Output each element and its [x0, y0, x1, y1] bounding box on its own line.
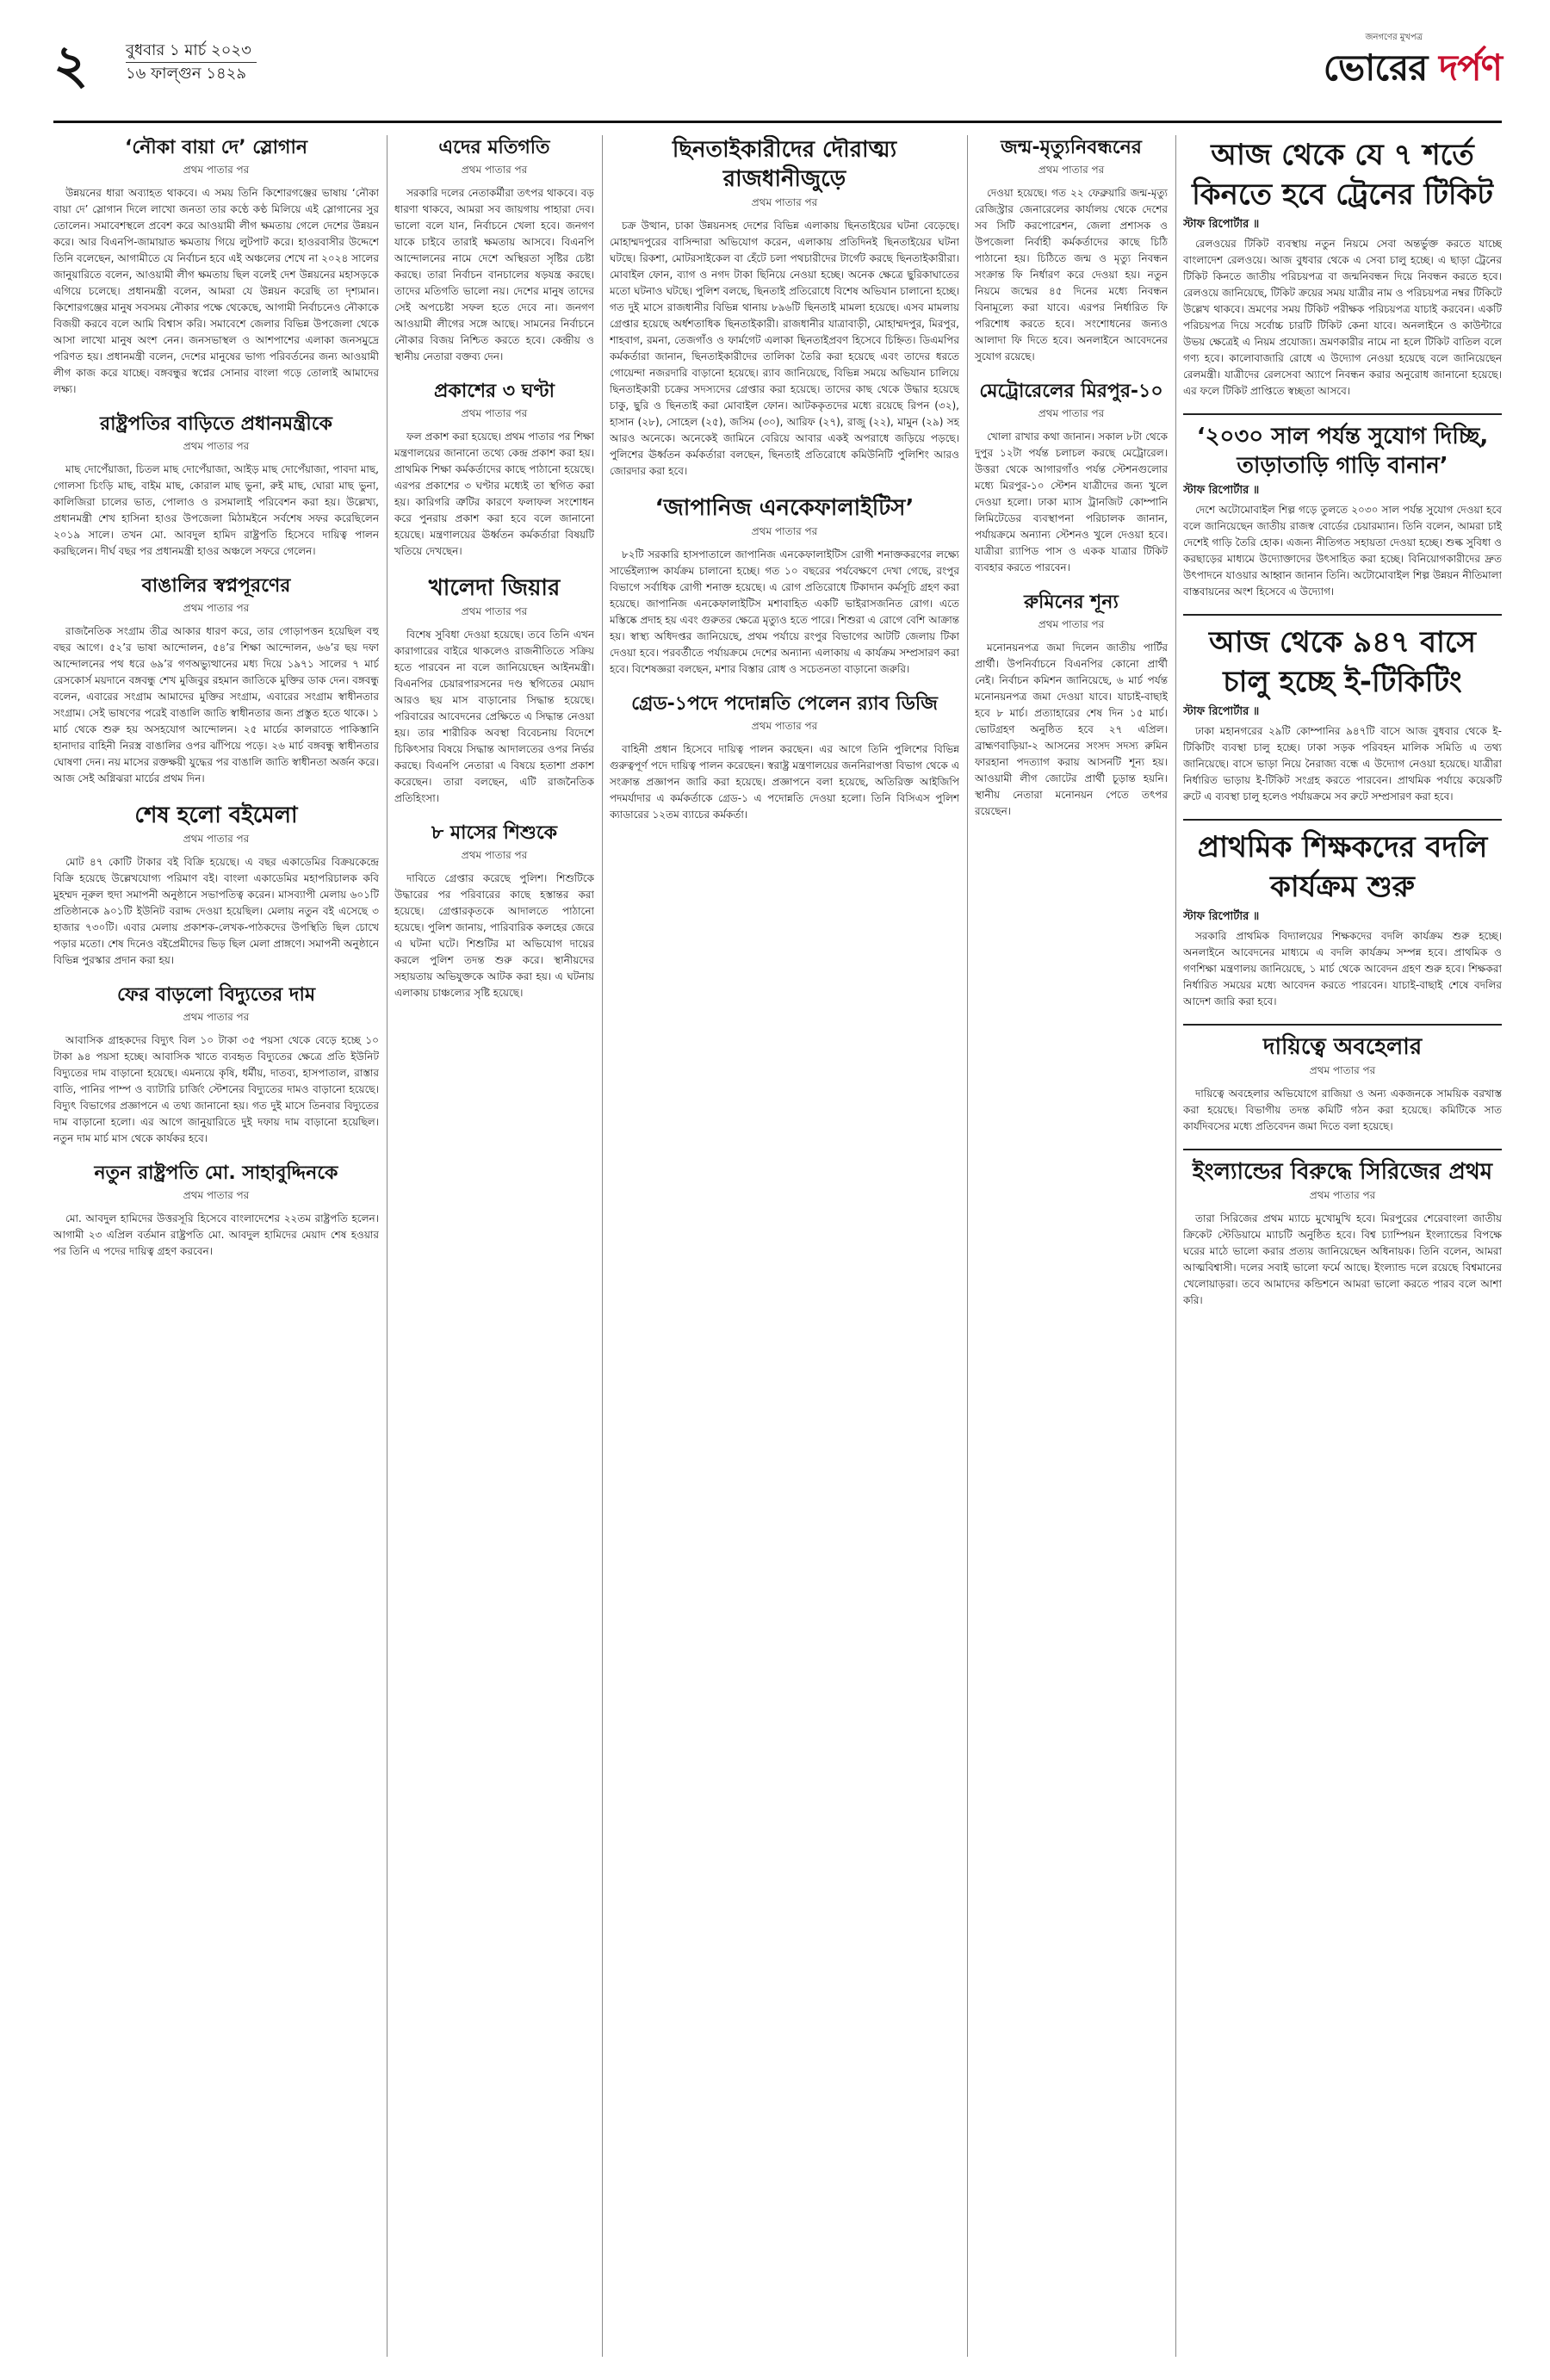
article-headline: আজ থেকে ৯৪৭ বাসে চালু হচ্ছে ই-টিকিটিং [1209, 625, 1476, 699]
column-divider [1175, 135, 1176, 2357]
article-body: আবাসিক গ্রাহকদের বিদ্যুৎ বিল ১০ টাকা ৩৫ পয়সা থেকে বেড়ে হচ্ছে ১০ টাকা ৯৪ পয়সা হচ্ছে। আবাসিক খাতে ব্যবহৃত বিদ্যুতের ক্ষেত্রে প্রতি ইউনিট বিদ্যুতের দাম বাড়ানো হয়েছে। এমন্যয়ে কৃষি, ধর্মীয়, দাতব্য, হাসপাতাল, রাস্তার বাতি, পানির পাম্প ও ব্যাটারি চার্জিং স্টেশনের বিদ্যুতের দামও বাড়ানো হয়েছে। বিদ্যুৎ বিভাগের প্রজ্ঞাপনে এ তথ্য জানানো হয়। গত দুই মাসে তিনবার বিদ্যুতের দাম বাড়ানো হলো। এর আগে জানুয়ারিতে দুই দফায় দাম বাড়ানো হয়েছিল। নতুন দাম মার্চ মাস থেকে কার্যকর হবে। [53, 1034, 379, 1144]
article-body: বাহিনী প্রধান হিসেবে দায়িত্ব পালন করছেন। এর আগে তিনি পুলিশের বিভিন্ন গুরুত্বপূর্ণ পদে দায়িত্ব পালন করেছেন। স্বরাষ্ট্র মন্ত্রণালয়ের জননিরাপত্তা বিভাগ থেকে এ সংক্রান্ত প্রজ্ঞাপন জারি করা হয়েছে। প্রজ্ঞাপনে বলা হয়েছে, অতিরিক্ত আইজিপি পদমর্যাদার এ কর্মকর্তাকে গ্রেড-১ এ পদোন্নতি দেওয়া হলো। তিনি বিসিএস পুলিশ ক্যাডারের ১২তম ব্যাচের কর্মকর্তা। [610, 743, 959, 821]
article-headline: নতুন রাষ্ট্রপতি মো. সাহাবুদ্দিনকে [94, 1162, 338, 1184]
article-body: বিশেষ সুবিধা দেওয়া হয়েছে। তবে তিনি এখন কারাগারের বাইরে থাকলেও রাজনীতিতে সক্রিয় হতে পারবেন না বলে জানিয়েছেন আইনমন্ত্রী। বিএনপির চেয়ারপারসনের দণ্ড স্থগিতের মেয়াদ আরও ছয় মাস বাড়ানোর সিদ্ধান্ত হয়েছে। পরিবারের আবেদনের প্রেক্ষিতে এ সিদ্ধান্ত নেওয়া হয়। তার শারীরিক অবস্থা বিবেচনায় বিদেশে চিকিৎসার বিষয়ে সিদ্ধান্ত আদালতের ওপর নির্ভর করছে। বিএনপি নেতারা এ বিষয়ে হতাশা প্রকাশ করেছেন। তারা বলছেন, এটি রাজনৈতিক প্রতিহিংসা। [394, 629, 594, 804]
article-body: ৮২টি সরকারি হাসপাতালে জাপানিজ এনকেফালাইটিস রোগী শনাক্তকরণের লক্ষ্যে সার্ভেইল্যান্স কার্যক্রম চালানো হচ্ছে। গত ১০ বছরের পর্যবেক্ষণে দেখা গেছে, রংপুর বিভাগে সর্বাধিক রোগী শনাক্ত হয়েছে। এ রোগ প্রতিরোধে টিকাদান কর্মসূচি গ্রহণ করা হয়েছে। জাপানিজ এনকেফালাইটিস মশাবাহিত একটি ভাইরাসজনিত রোগ। এতে মস্তিষ্কে প্রদাহ হয় এবং গুরুতর ক্ষেত্রে মৃত্যুও হতে পারে। শিশুরা এ রোগে বেশি আক্রান্ত হয়। স্বাস্থ্য অধিদপ্তর জানিয়েছে, প্রথম পর্যায়ে রংপুর বিভাগের আটটি জেলায় টিকা দেওয়া হবে। পরবর্তীতে পর্যায়ক্রমে দেশের অন্যান্য এলাকায় এ কার্যক্রম সম্প্রসারণ করা হবে। বিশেষজ্ঞরা বলছেন, মশার বিস্তার রোধ ও সচেতনতা বাড়ানো জরুরি। [610, 549, 959, 675]
article-body: দেওয়া হয়েছে। গত ২২ ফেব্রুয়ারি জন্ম-মৃত্যু রেজিস্ট্রার জেনারেলের কার্যালয় থেকে দেশের সব সিটি করপোরেশন, জেলা প্রশাসক ও উপজেলা নির্বাহী কর্মকর্তাদের কাছে চিঠি পাঠানো হয়। চিঠিতে জন্ম ও মৃত্যু নিবন্ধন সংক্রান্ত ফি নির্ধারণ করে দেওয়া হয়। নতুন নিয়মে জন্মের ৪৫ দিনের মধ্যে নিবন্ধন বিনামূল্যে করা যাবে। এরপর নির্ধারিত ফি পরিশোধ করতে হবে। সংশোধনের জন্যও আলাদা ফি দিতে হবে। অনলাইনে আবেদনের সুযোগ রয়েছে। [975, 187, 1168, 363]
article-body: চক্র উত্থান, চাকা উন্নয়নসহ দেশের বিভিন্ন এলাকায় ছিনতাইয়ের ঘটনা বেড়েছে। মোহাম্মদপুরের বাসিন্দারা অভিযোগ করেন, এলাকায় প্রতিদিনই ছিনতাইয়ের ঘটনা ঘটছে। রিকশা, মোটরসাইকেল বা হেঁটে চলা পথচারীদের টার্গেট করছে ছিনতাইকারীরা। মোবাইল ফোন, ব্যাগ ও নগদ টাকা ছিনিয়ে নেওয়া হচ্ছে। অনেক ক্ষেত্রে ছুরিকাঘাতের মতো ঘটনাও ঘটছে। পুলিশ বলছে, ছিনতাই প্রতিরোধে বিশেষ অভিযান চালানো হচ্ছে। গত দুই মাসে রাজধানীর বিভিন্ন থানায় ৮৯৬টি ছিনতাই মামলা হয়েছে। এসব মামলায় গ্রেপ্তার হয়েছে অর্ধশতাধিক ছিনতাইকারী। রাজধানীর যাত্রাবাড়ী, মোহাম্মদপুর, মিরপুর, শাহবাগ, রমনা, তেজগাঁও ও ফার্মগেট এলাকা ছিনতাইপ্রবণ হিসেবে চিহ্নিত। ডিএমপির কর্মকর্তারা জানান, ছিনতাইকারীদের তালিকা তৈরি করা হয়েছে এবং তাদের ধরতে গোয়েন্দা নজরদারি বাড়ানো হয়েছে। র‌্যাব জানিয়েছে, বিভিন্ন সময়ে অভিযান চালিয়ে ছিনতাইকারী চক্রের সদস্যদের গ্রেপ্তার করা হয়েছে। তাদের কাছ থেকে উদ্ধার হয়েছে চাকু, ছুরি ও ছিনতাই করা মোবাইল ফোন। আটককৃতদের মধ্যে রয়েছে রিপন (৩২), হাসান (২৮), সোহেল (২৫), জসিম (৩০), আরিফ (২৭), রাজু (২২), মামুন (২৯) সহ আরও অনেকে। অনেকেই জামিনে বেরিয়ে আবার একই অপরাধে জড়িয়ে পড়ছে। পুলিশের ঊর্ধ্বতন কর্মকর্তারা বলছেন, ছিনতাই প্রতিরোধে কমিউনিটি পুলিশিং আরও জোরদার করা হবে। [610, 220, 959, 477]
column-3 [610, 135, 959, 2357]
article-headline: ইংল্যান্ডের বিরুদ্ধে সিরিজের প্রথম [1192, 1159, 1493, 1185]
article [53, 135, 379, 398]
continued-from-label: প্রথম পাতার পর [183, 1189, 250, 1201]
column-divider [387, 135, 388, 2357]
article-byline: স্টাফ রিপোর্টার ॥ [1183, 484, 1260, 497]
article-headline: রাষ্ট্রপতির বাড়িতে প্রধানমন্ত্রীকে [100, 413, 332, 435]
article-columns [53, 135, 1502, 2357]
article-headline: ‘নৌকা বায়া দে’ স্লোগান [124, 137, 307, 158]
column-divider [967, 135, 968, 2357]
article [394, 135, 594, 365]
column-2 [394, 135, 594, 2357]
article-headline: বাঙালির স্বপ্নপূরণের [141, 575, 291, 597]
article [394, 821, 594, 1001]
logo-tagline: জনগণের মুখপত্র [1365, 33, 1423, 42]
article [394, 573, 594, 807]
continued-from-label: প্রথম পাতার পর [751, 196, 818, 208]
article [975, 135, 1168, 365]
article-body: মোট ৪৭ কোটি টাকার বই বিক্রি হয়েছে। এ বছর একাডেমির বিক্রয়কেন্দ্রে বিক্রি হয়েছে উল্লেখযোগ্য পরিমাণ বই। বাংলা একাডেমির মহাপরিচালক কবি মুহম্মদ নূরুল হুদা সমাপনী অনুষ্ঠানে সভাপতিত্ব করেন। মাসব্যাপী মেলায় ৬০১টি প্রতিষ্ঠানকে ৯০১টি ইউনিট বরাদ্দ দেওয়া হয়েছিল। মেলায় নতুন বই এসেছে ৩ হাজার ৭৩০টি। এবার মেলায় প্রকাশক-লেখক-পাঠকদের উপস্থিতি ছিল চোখে পড়ার মতো। শেষ দিনেও বইপ্রেমীদের ভিড় ছিল মেলা প্রাঙ্গণে। সমাপনী অনুষ্ঠানে বিভিন্ন পুরস্কার প্রদান করা হয়। [53, 856, 379, 966]
article [53, 982, 379, 1147]
article-headline: শেষ হলো বইমেলা [134, 803, 298, 828]
article-byline: স্টাফ রিপোর্টার ॥ [1183, 705, 1260, 718]
article-headline: মেট্রোরেলের মিরপুর-১০ [979, 381, 1163, 402]
continued-from-label: প্রথম পাতার পর [1038, 164, 1105, 176]
continued-from-label: প্রথম পাতার পর [461, 164, 528, 176]
continued-from-label: প্রথম পাতার পর [1309, 1064, 1376, 1076]
article-body: তারা সিরিজের প্রথম ম্যাচে মুখোমুখি হবে। মিরপুরের শেরেবাংলা জাতীয় ক্রিকেট স্টেডিয়ামে ম্যাচটি অনুষ্ঠিত হবে। বিশ্ব চ্যাম্পিয়ন ইংল্যান্ডের বিপক্ষে ঘরের মাঠে ভালো করার প্রত্যয় জানিয়েছেন অধিনায়ক। তিনি বলেন, আমরা আত্মবিশ্বাসী। দলের সবাই ভালো ফর্মে আছে। ইংল্যান্ড দলে রয়েছে বিশ্বমানের খেলোয়াড়রা। তবে আমাদের কন্ডিশনে আমরা ভালো করতে পারব বলে আশা করি। [1183, 1212, 1502, 1306]
article [1183, 135, 1502, 400]
article-headline: রুমিনের শূন্য [1024, 592, 1119, 613]
article-body: সরকারি প্রাথমিক বিদ্যালয়ের শিক্ষকদের বদলি কার্যক্রম শুরু হচ্ছে। অনলাইনে আবেদনের মাধ্যমে এ বদলি কার্যক্রম সম্পন্ন হবে। প্রাথমিক ও গণশিক্ষা মন্ত্রণালয় জানিয়েছে, ১ মার্চ থেকে আবেদন গ্রহণ শুরু হবে। শিক্ষকরা নির্ধারিত সময়ের মধ্যে আবেদন করতে পারবেন। যাচাই-বাছাই শেষে বদলির আদেশ জারি করা হবে। [1183, 930, 1502, 1007]
article-body: খোলা রাখার কথা জানান। সকাল ৮টা থেকে দুপুর ১২টা পর্যন্ত চলাচল করছে মেট্রোরেল। উত্তরা থেকে আগারগাঁও পর্যন্ত স্টেশনগুলোর মধ্যে মিরপুর-১০ স্টেশন যাত্রীদের জন্য খুলে দেওয়া হলো। ঢাকা ম্যাস ট্রানজিট কোম্পানি লিমিটেডের ব্যবস্থাপনা পরিচালক জানান, পর্যায়ক্রমে অন্যান্য স্টেশনও খুলে দেওয়া হবে। যাত্রীরা র‌্যাপিড পাস ও একক যাত্রার টিকিট ব্যবহার করতে পারবেন। [975, 431, 1168, 573]
article-headline: আজ থেকে যে ৭ শর্তে কিনতে হবে ট্রেনের টিকিট [1192, 138, 1493, 212]
article-body: দায়িত্বে অবহেলার অভিযোগে রাজিয়া ও অন্য একজনকে সাময়িক বরখাস্ত করা হয়েছে। বিভাগীয় তদন্ত কমিটি গঠন করা হয়েছে। কমিটিকে সাত কার্যদিবসের মধ্যে প্রতিবেদন জমা দিতে বলা হয়েছে। [1183, 1088, 1502, 1132]
article-body: মাছ দোপেঁয়াজা, চিতল মাছ দোপেঁয়াজা, আইড় মাছ দোপেঁয়াজা, পাবদা মাছ, গোলসা চিংড়ি মাছ, বাইম মাছ, কোরাল মাছ ভুনা, রুই মাছ, ঘোরা মাছ ভুনা, কালিজিরা চালের ভাত, পোলাও ও রসমালাই পরিবেশন করা হয়। উল্লেখ্য, প্রধানমন্ত্রী শেখ হাসিনা হাওর উপজেলা মিঠামইনে সর্বশেষ সফর করেছিলেন ২০১৯ সালে। তখন মো. আবদুল হামিদ রাষ্ট্রপতি হিসেবে দায়িত্ব পালন করছিলেন। দীর্ঘ বছর পর প্রধানমন্ত্রী হাওর অঞ্চলে সফরে গেলেন। [53, 463, 379, 557]
issue-date [126, 34, 257, 85]
article-headline: এদের মতিগতি [438, 137, 550, 158]
logo-name [1324, 46, 1502, 90]
newspaper-logo [1324, 31, 1502, 90]
date-line-bengali: ১৬ ফাল্গুন ১৪২৯ [126, 65, 247, 83]
article-body: মনোনয়নপত্র জমা দিলেন জাতীয় পার্টির প্রার্থী। উপনির্বাচনে বিএনপির কোনো প্রার্থী নেই। নির্বাচন কমিশন জানিয়েছে, ৬ মার্চ পর্যন্ত মনোনয়নপত্র জমা দেওয়া যাবে। যাচাই-বাছাই হবে ৮ মার্চ। প্রত্যাহারের শেষ দিন ১৫ মার্চ। ভোটগ্রহণ অনুষ্ঠিত হবে ২৭ এপ্রিল। ব্রাহ্মণবাড়িয়া-২ আসনের সংসদ সদস্য রুমিন ফারহানা পদত্যাগ করায় আসনটি শূন্য হয়। আওয়ামী লীগ জোটের প্রার্থী চূড়ান্ত হয়নি। স্থানীয় নেতারা মনোনয়ন পেতে তৎপর রয়েছেন। [975, 641, 1168, 817]
article-body: রেলওয়ের টিকিট ব্যবস্থায় নতুন নিয়মে সেবা অন্তর্ভুক্ত করতে যাচ্ছে বাংলাদেশ রেলওয়ে। আজ বুধবার থেকে এ সেবা চালু হচ্ছে। এ ছাড়া ট্রেনের টিকিট কিনতে জাতীয় পরিচয়পত্র বা জন্মনিবন্ধন দিয়ে নিবন্ধন করতে হবে। রেলওয়ে জানিয়েছে, টিকিট ক্রয়ের সময় যাত্রীর নাম ও পরিচয়পত্র নম্বর টিকিটে উল্লেখ থাকবে। ভ্রমণের সময় টিকিট পরীক্ষক পরিচয়পত্র যাচাই করবেন। একটি পরিচয়পত্র দিয়ে সর্বোচ্চ চারটি টিকিট কেনা যাবে। অনলাইনে ও কাউন্টারে উভয় ক্ষেত্রেই এ নিয়ম প্রযোজ্য। ভ্রমণকারীর নামে না হলে টিকিট বাতিল বলে গণ্য হবে। কালোবাজারি রোধে এ উদ্যোগ নেওয়া হয়েছে বলে জানিয়েছেন রেলমন্ত্রী। যাত্রীদের রেলসেবা অ্যাপে নিবন্ধন করার অনুরোধ জানানো হয়েছে। এর ফলে টিকিট প্রাপ্তিতে স্বচ্ছতা আসবে। [1183, 238, 1502, 397]
article-body: মো. আবদুল হামিদের উত্তরসূরি হিসেবে বাংলাদেশের ২২তম রাষ্ট্রপতি হলেন। আগামী ২৩ এপ্রিল বর্তমান রাষ্ট্রপতি মো. আবদুল হামিদের মেয়াদ শেষ হওয়ার পর তিনি এ পদের দায়িত্ব গ্রহণ করবেন। [53, 1212, 379, 1257]
continued-from-label: প্রথম পাতার পর [1309, 1189, 1376, 1201]
masthead [53, 34, 1502, 123]
article-body: ফল প্রকাশ করা হয়েছে। প্রথম পাতার পর শিক্ষা মন্ত্রণালয়ের জানানো তথ্যে কেন্দ্র প্রকাশ করা হয়। প্রাথমিক শিক্ষা কর্মকর্তাদের কাছে পাঠানো হয়েছে। এরপর প্রকাশের ৩ ঘণ্টার মধ্যেই তা স্থগিত করা হয়। কারিগরি ত্রুটির কারণে ফলাফল সংশোধন করে পুনরায় প্রকাশ করা হবে বলে জানানো হয়েছে। মন্ত্রণালয়ের ঊর্ধ্বতন কর্মকর্তারা বিষয়টি খতিয়ে দেখছেন। [394, 431, 594, 557]
continued-from-label: প্রথম পাতার পর [1038, 407, 1105, 419]
article [1183, 614, 1502, 805]
article [1183, 1149, 1502, 1309]
article-body: দাবিতে গ্রেপ্তার করেছে পুলিশ। শিশুটিকে উদ্ধারের পর পরিবারের কাছে হস্তান্তর করা হয়েছে। গ্রেপ্তারকৃতকে আদালতে পাঠানো হয়েছে। পুলিশ জানায়, পারিবারিক কলহের জেরে এ ঘটনা ঘটে। শিশুটির মা অভিযোগ দায়ের করলে পুলিশ তদন্ত শুরু করে। স্থানীয়দের সহায়তায় অভিযুক্তকে আটক করা হয়। এ ঘটনায় এলাকায় চাঞ্চল্যের সৃষ্টি হয়েছে। [394, 872, 594, 999]
article-headline: খালেদা জিয়ার [428, 575, 561, 601]
article [53, 412, 379, 560]
continued-from-label: প্রথম পাতার পর [183, 602, 250, 614]
article [610, 691, 959, 823]
continued-from-label: প্রথম পাতার পর [751, 525, 818, 537]
continued-from-label: প্রথম পাতার পর [461, 849, 528, 861]
continued-from-label: প্রথম পাতার পর [1038, 618, 1105, 630]
article-byline: স্টাফ রিপোর্টার ॥ [1183, 910, 1260, 923]
article [394, 379, 594, 560]
article-headline: ছিনতাইকারীদের দৌরাত্ম্য রাজধানীজুড়ে [672, 137, 897, 192]
date-line-weekday: বুধবার ১ মার্চ ২০২৩ [126, 40, 257, 63]
column-4 [975, 135, 1168, 2357]
continued-from-label: প্রথম পাতার পর [183, 1011, 250, 1023]
article [1183, 1024, 1502, 1135]
article-headline: দায়িত্বে অবহেলার [1262, 1034, 1423, 1060]
article-headline: ‘২০৩০ সাল পর্যন্ত সুযোগ দিচ্ছি, তাড়াতাড়ি গাড়ি বানান’ [1196, 424, 1489, 479]
article-body: রাজনৈতিক সংগ্রাম তীব্র আকার ধারণ করে, তার গোড়াপত্তন হয়েছিল বহু বছর আগে। ৫২’র ভাষা আন্দোলন, ৫৪’র শিক্ষা আন্দোলন, ৬৬’র ছয় দফা আন্দোলনের পথ ধরে ৬৯’র গণঅভ্যুত্থানের মধ্য দিয়ে ১৯৭১ সালের ৭ মার্চ রেসকোর্স ময়দানে বঙ্গবন্ধু শেখ মুজিবুর রহমান জাতিকে মুক্তির ডাক দেন। বঙ্গবন্ধু বলেন, এবারের সংগ্রাম আমাদের মুক্তির সংগ্রাম, এবারের সংগ্রাম স্বাধীনতার সংগ্রাম। সেই ভাষণের পরেই বাঙালি জাতি স্বাধীনতার জন্য প্রস্তুত হতে থাকে। ১ মার্চ থেকে শুরু হয় অসহযোগ আন্দোলন। ২৫ মার্চের কালরাতে পাকিস্তানি হানাদার বাহিনী নিরস্ত্র বাঙালির ওপর ঝাঁপিয়ে পড়ে। ২৬ মার্চ বঙ্গবন্ধু স্বাধীনতার ঘোষণা দেন। নয় মাসের রক্তক্ষয়ী যুদ্ধের পর বাঙালি জাতি স্বাধীনতা অর্জন করে। আজ সেই অগ্নিঝরা মার্চের প্রথম দিন। [53, 625, 379, 784]
article-body: দেশে অটোমোবাইল শিল্প গড়ে তুলতে ২০৩০ সাল পর্যন্ত সুযোগ দেওয়া হবে বলে জানিয়েছেন জাতীয় রাজস্ব বোর্ডের চেয়ারম্যান। তিনি বলেন, আমরা চাই দেশেই গাড়ি তৈরি হোক। এজন্য নীতিগত সহায়তা দেওয়া হচ্ছে। শুল্ক সুবিধা ও করছাড়ের মাধ্যমে উদ্যোক্তাদের উৎসাহিত করা হচ্ছে। বিনিয়োগকারীদের দ্রুত উৎপাদনে যাওয়ার আহ্বান জানান তিনি। অটোমোবাইল শিল্প উন্নয়ন নীতিমালা বাস্তবায়নের অংশ হিসেবে এ উদ্যোগ। [1183, 504, 1502, 598]
article [975, 590, 1168, 820]
continued-from-label: প্রথম পাতার পর [751, 720, 818, 732]
column-1 [53, 135, 379, 2357]
article-headline: ৮ মাসের শিশুকে [431, 822, 558, 844]
article-headline: গ্রেড-১পদে পদোন্নতি পেলেন র‌্যাব ডিজি [631, 693, 938, 715]
article [610, 493, 959, 678]
article [1183, 413, 1502, 600]
page-number: ২ [53, 33, 89, 96]
article [53, 573, 379, 787]
continued-from-label: প্রথম পাতার পর [461, 407, 528, 419]
article-body: উন্নয়নের ধারা অব্যাহত থাকবে। এ সময় তিনি কিশোরগঞ্জের ভাষায় ‘নৌকা বায়া দে’ স্লোগান দিলে লাখো জনতা তার কণ্ঠে কণ্ঠ মিলিয়ে এই স্লোগানের সুর তোলেন। সমাবেশস্থলে প্রবেশ করে আওয়ামী লীগ ক্ষমতায় গেলে দেশের উন্নয়ন করে। আর বিএনপি-জামায়াত ক্ষমতায় গিয়ে লুটপাট করে। হাওরবাসীর উদ্দেশে তিনি বলেছেন, আগামীতে যে নির্বাচন হবে এই অঞ্চলের শেখে না ২০২৪ সালের জানুয়ারিতে বলেন, আওয়ামী লীগ ক্ষমতায় ছিল বলেই দেশ উন্নয়নের মহাসড়কে এগিয়ে চলেছে। প্রধানমন্ত্রী বলেন, আমরা যে উন্নয়ন করেছি তা দৃশ্যমান। কিশোরগঞ্জের মানুষ সবসময় নৌকার পক্ষে থেকেছে, আগামী নির্বাচনেও নৌকাকে বিজয়ী করবে বলে আমি বিশ্বাস করি। সমাবেশে জেলার বিভিন্ন উপজেলা থেকে আসা লাখো মানুষ অংশ নেন। জনসভাস্থল ও আশপাশের এলাকা জনসমুদ্রে পরিণত হয়। প্রধানমন্ত্রী বলেন, দেশের মানুষের ভাগ্য পরিবর্তনের জন্য আওয়ামী লীগ কাজ করে যাচ্ছে। বঙ্গবন্ধুর স্বপ্নের সোনার বাংলা গড়ে তোলাই আমাদের লক্ষ্য। [53, 187, 379, 395]
article-headline: প্রাথমিক শিক্ষকদের বদলি কার্যক্রম শুরু [1197, 830, 1488, 904]
article [53, 1161, 379, 1260]
article-headline: প্রকাশের ৩ ঘণ্টা [434, 381, 555, 402]
continued-from-label: প্রথম পাতার পর [461, 605, 528, 617]
column-divider [602, 135, 603, 2357]
article-headline: জন্ম-মৃত্যুনিবন্ধনের [1001, 137, 1142, 158]
article-headline: ফের বাড়লো বিদ্যুতের দাম [116, 984, 316, 1006]
article [53, 801, 379, 969]
continued-from-label: প্রথম পাতার পর [183, 164, 250, 176]
article-byline: স্টাফ রিপোর্টার ॥ [1183, 218, 1260, 231]
column-5 [1183, 135, 1502, 2357]
article [975, 379, 1168, 576]
article-body: ঢাকা মহানগরের ২৯টি কোম্পানির ৯৪৭টি বাসে আজ বুধবার থেকে ই-টিকিটিং ব্যবস্থা চালু হচ্ছে। ঢাকা সড়ক পরিবহন মালিক সমিতি এ তথ্য জানিয়েছে। বাসে ভাড়া নিয়ে নৈরাজ্য বন্ধে এ উদ্যোগ নেওয়া হয়েছে। যাত্রীরা নির্ধারিত ভাড়ায় ই-টিকিট সংগ্রহ করতে পারবেন। প্রাথমিক পর্যায়ে কয়েকটি রুটে এ ব্যবস্থা চালু হলেও পর্যায়ক্রমে সব রুটে সম্প্রসারণ করা হবে। [1183, 725, 1502, 803]
article-headline: ‘জাপানিজ এনকেফালাইটিস’ [654, 495, 914, 521]
article-body: সরকারি দলের নেতাকর্মীরা তৎপর থাকবে। বড় ধারণা থাকবে, আমরা সব জায়গায় পাহারা দেব। ভালো বলে যান, নির্বাচনে খেলা হবে। জনগণ যাকে চাইবে তারাই ক্ষমতায় আসবে। বিএনপি আন্দোলনের নামে দেশে অস্থিরতা সৃষ্টির চেষ্টা করছে। তারা নির্বাচন বানচালের ষড়যন্ত্র করছে। তাদের মতিগতি ভালো নয়। দেশের মানুষ তাদের সেই অপচেষ্টা সফল হতে দেবে না। জনগণ আওয়ামী লীগের সঙ্গে আছে। সামনের নির্বাচনে নৌকার বিজয় নিশ্চিত করতে হবে। কেন্দ্রীয় ও স্থানীয় নেতারা বক্তব্য দেন। [394, 187, 594, 363]
logo-name-prefix: ভোরের [1323, 46, 1440, 89]
continued-from-label: প্রথম পাতার পর [183, 440, 250, 452]
article [610, 135, 959, 480]
logo-name-accent: দর্পণ [1439, 46, 1502, 89]
continued-from-label: প্রথম পাতার পর [183, 833, 250, 845]
article [1183, 819, 1502, 1010]
